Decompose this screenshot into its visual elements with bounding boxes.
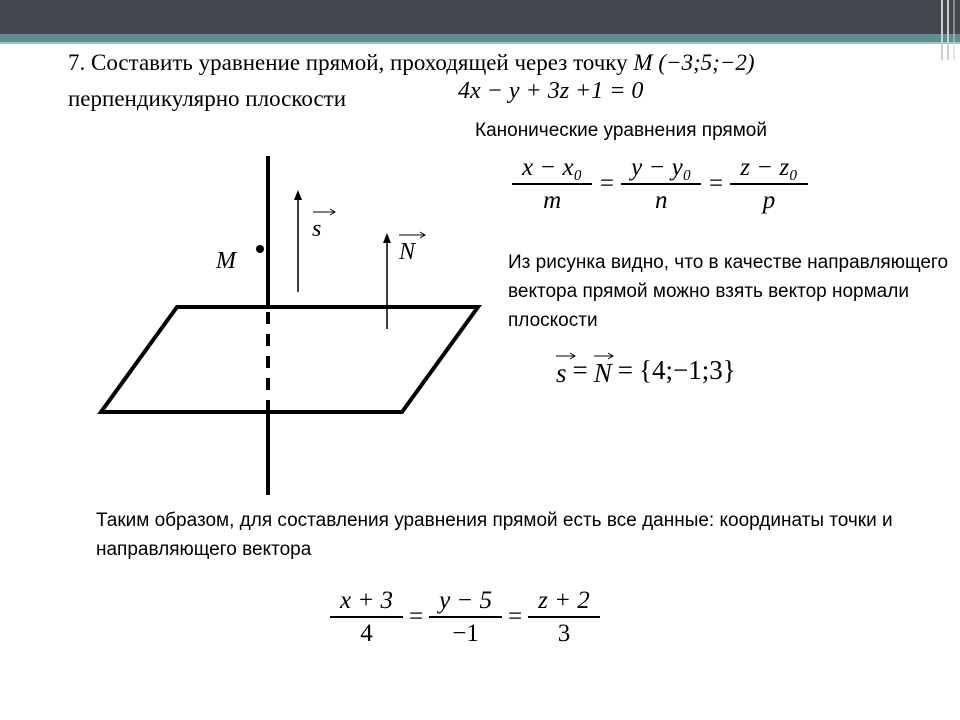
vector-s xyxy=(556,352,567,389)
vector-s-diagram-label: s xyxy=(312,216,322,242)
vector-equation xyxy=(556,352,736,389)
point-m-label: M xyxy=(216,248,236,274)
answer-denominator-y: −1 xyxy=(452,619,479,647)
answer-numerator-z: z + 2 xyxy=(538,587,590,614)
equals-sign: = xyxy=(617,355,633,385)
numerator-y: y − y₀ xyxy=(631,154,692,181)
numerator-x: x − x₀ xyxy=(522,154,583,181)
equals-sign: = xyxy=(707,170,725,197)
fraction-x xyxy=(512,152,592,216)
vector-n-arrowhead xyxy=(383,233,391,243)
problem-title-line2: перпендикулярно плоскости xyxy=(68,86,347,111)
geometry-diagram xyxy=(0,0,500,500)
numerator-z: z − z₀ xyxy=(740,154,798,181)
explanation-note: Из рисунка видно, что в качестве направляющего вектора прямой можно взять вектор нормали плоскости xyxy=(508,252,949,331)
vector-value: {4;−1;3} xyxy=(639,355,736,385)
answer-fraction-z xyxy=(528,585,600,649)
equals-sign: = xyxy=(598,170,616,197)
vector-s-label: s xyxy=(556,358,567,388)
answer-denominator-z: 3 xyxy=(557,619,571,647)
point-m-dot xyxy=(256,245,264,253)
answer-fraction-x xyxy=(330,585,403,649)
fraction-y xyxy=(621,152,701,216)
problem-title-text: 7. Составить уравнение прямой, проходящей через точку xyxy=(68,50,628,75)
vector-arrow-icon xyxy=(556,352,576,360)
vector-n-diagram-label: N xyxy=(399,239,416,265)
answer-denominator-x: 4 xyxy=(360,619,373,647)
vector-n xyxy=(594,352,612,389)
vector-arrow-icon xyxy=(594,352,614,360)
plane-parallelogram xyxy=(101,307,478,412)
fraction-z xyxy=(730,152,808,216)
vector-s-arrowhead xyxy=(294,190,302,200)
vector-n-label: N xyxy=(593,358,612,388)
plane-equation: 4x − y + 3z +1 = 0 xyxy=(458,78,644,104)
denominator-n: n xyxy=(655,186,668,214)
answer-equation xyxy=(330,585,600,649)
canonical-label: Канонические уравнения прямой xyxy=(475,120,767,141)
answer-numerator-x: x + 3 xyxy=(340,587,393,614)
equals-sign: = xyxy=(572,355,588,385)
conclusion-text: Таким образом, для составления уравнения прямой есть все данные: координаты точки и направляющего вектора xyxy=(96,510,893,560)
canonical-equation xyxy=(512,152,808,216)
denominator-p: p xyxy=(762,186,776,214)
equals-sign: = xyxy=(408,603,424,630)
equals-sign: = xyxy=(508,603,523,630)
answer-fraction-y xyxy=(429,585,502,649)
denominator-m: m xyxy=(543,186,562,214)
point-coordinates: M (−3;5;−2) xyxy=(633,50,755,75)
answer-numerator-y: y − 5 xyxy=(439,587,493,614)
corner-decoration xyxy=(920,0,960,60)
